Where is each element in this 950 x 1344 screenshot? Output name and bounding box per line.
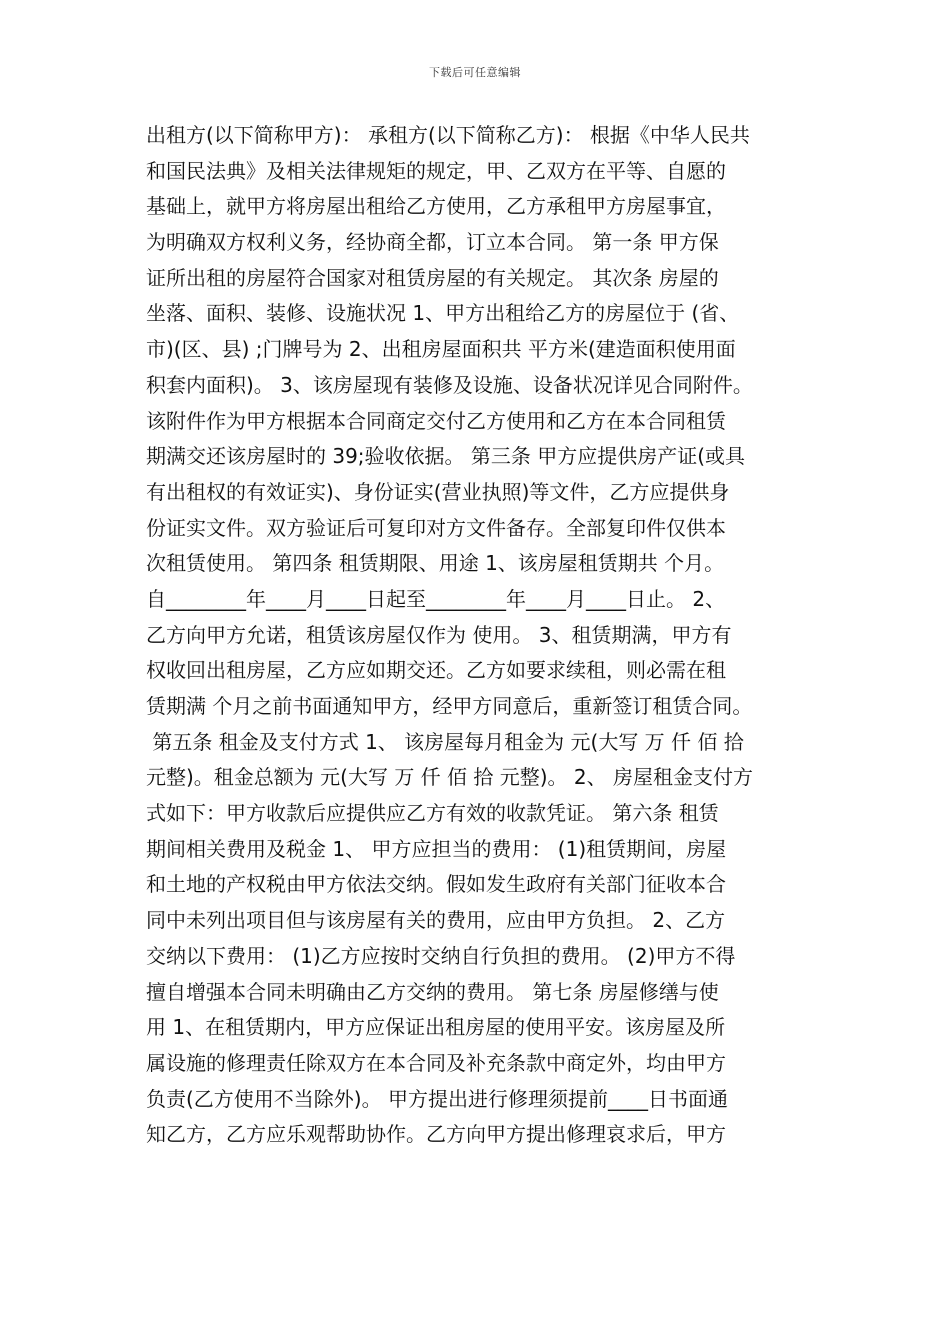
text-line: 属设施的修理责任除双方在本合同及补充条款中商定外，均由甲方 <box>146 1050 726 1075</box>
text-line: 为明确双方权利义务，经协商全都，订立本合同。 第一条 甲方保 <box>146 230 719 255</box>
text-line: 知乙方，乙方应乐观帮助协作。乙方向甲方提出修理哀求后，甲方 <box>146 1122 726 1147</box>
text-line: 出租方(以下简称甲方)： 承租方(以下简称乙方)： 根据《中华人民共 <box>146 123 750 147</box>
text-line: 证所出租的房屋符合国家对租赁房屋的有关规定。 其次条 房屋的 <box>146 265 719 290</box>
text-line: 自________年____月____日起至________年____月____日止。 2、 <box>146 586 726 611</box>
text-line: 次租赁使用。 第四条 租赁期限、用途 1、该房屋租赁期共 个月。 <box>146 551 725 576</box>
text-line: 交纳以下费用： (1)乙方应按时交纳自行负担的费用。 (2)甲方不得 <box>146 943 736 968</box>
page-header: 下载后可任意编辑 <box>429 66 521 79</box>
text-line: 负责(乙方使用不当除外)。 甲方提出进行修理须提前____日书面通 <box>146 1086 728 1111</box>
text-line: 积套内面积)。 3、该房屋现有装修及设施、设备状况详见合同附件。 <box>146 372 753 397</box>
text-line: 权收回出租房屋，乙方应如期交还。乙方如要求续租，则必需在租 <box>146 658 726 683</box>
text-line: 该附件作为甲方根据本合同商定交付乙方使用和乙方在本合同租赁 <box>146 408 726 433</box>
text-line: 乙方向甲方允诺，租赁该房屋仅作为 使用。 3、租赁期满，甲方有 <box>146 622 732 647</box>
contract-body <box>146 118 826 1153</box>
text-line: 坐落、面积、装修、设施状况 1、甲方出租给乙方的房屋位于 (省、 <box>146 301 740 326</box>
text-line: 和国民法典》及相关法律规矩的规定，甲、乙双方在平等、自愿的 <box>146 158 726 183</box>
text-line: 擅自增强本合同未明确由乙方交纳的费用。 第七条 房屋修缮与使 <box>146 979 719 1004</box>
text-line: 期满交还该房屋时的 39;验收依据。 第三条 甲方应提供房产证(或具 <box>146 444 746 469</box>
text-line: 赁期满 个月之前书面通知甲方，经甲方同意后，重新签订租赁合同。 <box>146 694 753 718</box>
text-line: 元整)。租金总额为 元(大写 万 仟 佰 拾 元整)。 2、 房屋租金支付方 <box>146 765 753 790</box>
text-line: 有出租权的有效证实)、身份证实(营业执照)等文件，乙方应提供身 <box>146 479 730 504</box>
text-line: 期间相关费用及税金 1、 甲方应担当的费用： (1)租赁期间，房屋 <box>146 836 727 861</box>
text-line: 市)(区、县) ;门牌号为 2、出租房屋面积共 平方米(建造面积使用面 <box>146 337 736 362</box>
text-line: 基础上，就甲方将房屋出租给乙方使用，乙方承租甲方房屋事宜， <box>146 194 726 219</box>
text-line: 用 1、在租赁期内，甲方应保证出租房屋的使用平安。该房屋及所 <box>146 1015 726 1040</box>
text-line: 和土地的产权税由甲方依法交纳。假如发生政府有关部门征收本合 <box>146 872 726 897</box>
text-line: 式如下：甲方收款后应提供应乙方有效的收款凭证。 第六条 租赁 <box>146 801 719 826</box>
text-line: 同中未列出项目但与该房屋有关的费用，应由甲方负担。 2、乙方 <box>146 908 726 933</box>
text-line: 份证实文件。双方验证后可复印对方文件备存。全部复印件仅供本 <box>146 515 726 540</box>
text-line: 第五条 租金及支付方式 1、 该房屋每月租金为 元(大写 万 仟 佰 拾 <box>146 729 744 754</box>
